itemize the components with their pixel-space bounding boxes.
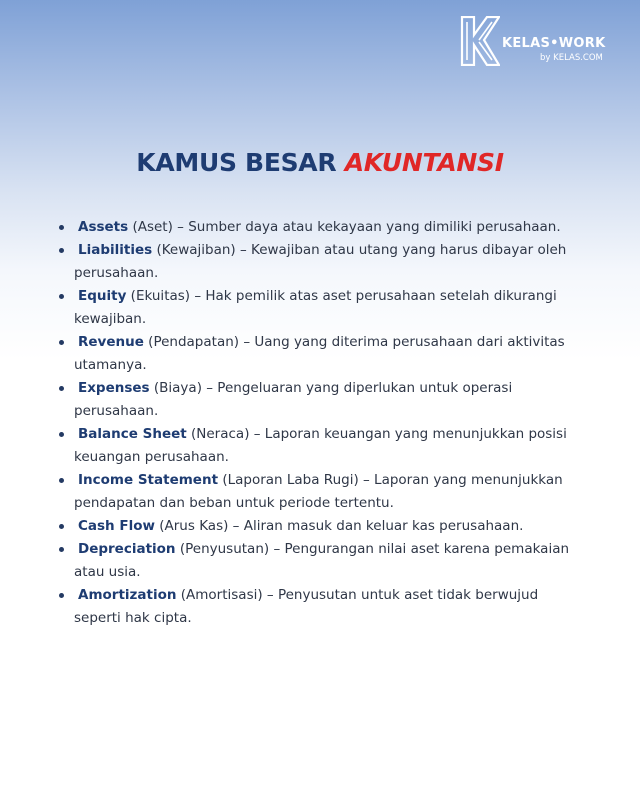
list-item bbox=[56, 285, 576, 331]
bullet-icon bbox=[59, 432, 64, 437]
term-name: Equity bbox=[78, 288, 127, 304]
brand-subtitle: by KELAS.COM bbox=[540, 53, 603, 63]
title-main: KAMUS BESAR bbox=[136, 148, 345, 177]
list-item bbox=[56, 584, 576, 630]
term-description: (Laporan Laba Rugi) – Laporan yang menunjukkan pendapatan dan beban untuk periode tertentu. bbox=[74, 472, 563, 511]
term-name: Cash Flow bbox=[78, 518, 155, 534]
term-description: (Amortisasi) – Penyusutan untuk aset tidak berwujud seperti hak cipta. bbox=[74, 587, 539, 626]
term-description: (Aset) – Sumber daya atau kekayaan yang dimiliki perusahaan. bbox=[128, 219, 561, 235]
term-name: Revenue bbox=[78, 334, 144, 350]
bullet-icon bbox=[59, 478, 64, 483]
term-description: (Kewajiban) – Kewajiban atau utang yang harus dibayar oleh perusahaan. bbox=[74, 242, 567, 281]
bullet-icon bbox=[59, 524, 64, 529]
bullet-icon bbox=[59, 386, 64, 391]
bullet-icon bbox=[59, 547, 64, 552]
bullet-icon bbox=[59, 294, 64, 299]
term-name: Balance Sheet bbox=[78, 426, 187, 442]
term-name: Income Statement bbox=[78, 472, 219, 488]
term-description: (Penyusutan) – Pengurangan nilai aset karena pemakaian atau usia. bbox=[74, 541, 570, 580]
term-name: Assets bbox=[78, 219, 129, 235]
term-name: Liabilities bbox=[78, 242, 153, 258]
bullet-icon bbox=[59, 225, 64, 230]
term-name: Expenses bbox=[78, 380, 150, 396]
list-item bbox=[56, 331, 576, 377]
brand-name: KELAS•WORK bbox=[502, 36, 606, 51]
term-name: Amortization bbox=[78, 587, 177, 603]
list-item bbox=[56, 239, 576, 285]
list-item bbox=[56, 469, 576, 515]
list-item bbox=[56, 216, 576, 239]
page-title bbox=[0, 148, 640, 177]
term-description: (Neraca) – Laporan keuangan yang menunjukkan posisi keuangan perusahaan. bbox=[74, 426, 567, 465]
term-list bbox=[56, 216, 576, 630]
bullet-icon bbox=[59, 248, 64, 253]
k-letter-logo-icon bbox=[460, 16, 500, 66]
term-description: (Biaya) – Pengeluaran yang diperlukan untuk operasi perusahaan. bbox=[74, 380, 513, 419]
term-name: Depreciation bbox=[78, 541, 176, 557]
bullet-icon bbox=[59, 593, 64, 598]
term-description: (Arus Kas) – Aliran masuk dan keluar kas perusahaan. bbox=[154, 518, 524, 534]
bullet-icon bbox=[59, 340, 64, 345]
list-item bbox=[56, 377, 576, 423]
brand-logo bbox=[460, 16, 620, 66]
list-item bbox=[56, 423, 576, 469]
list-item bbox=[56, 515, 576, 538]
term-description: (Ekuitas) – Hak pemilik atas aset perusahaan setelah dikurangi kewajiban. bbox=[74, 288, 557, 327]
term-description: (Pendapatan) – Uang yang diterima perusahaan dari aktivitas utamanya. bbox=[74, 334, 565, 373]
title-accent: AKUNTANSI bbox=[344, 148, 504, 177]
list-item bbox=[56, 538, 576, 584]
